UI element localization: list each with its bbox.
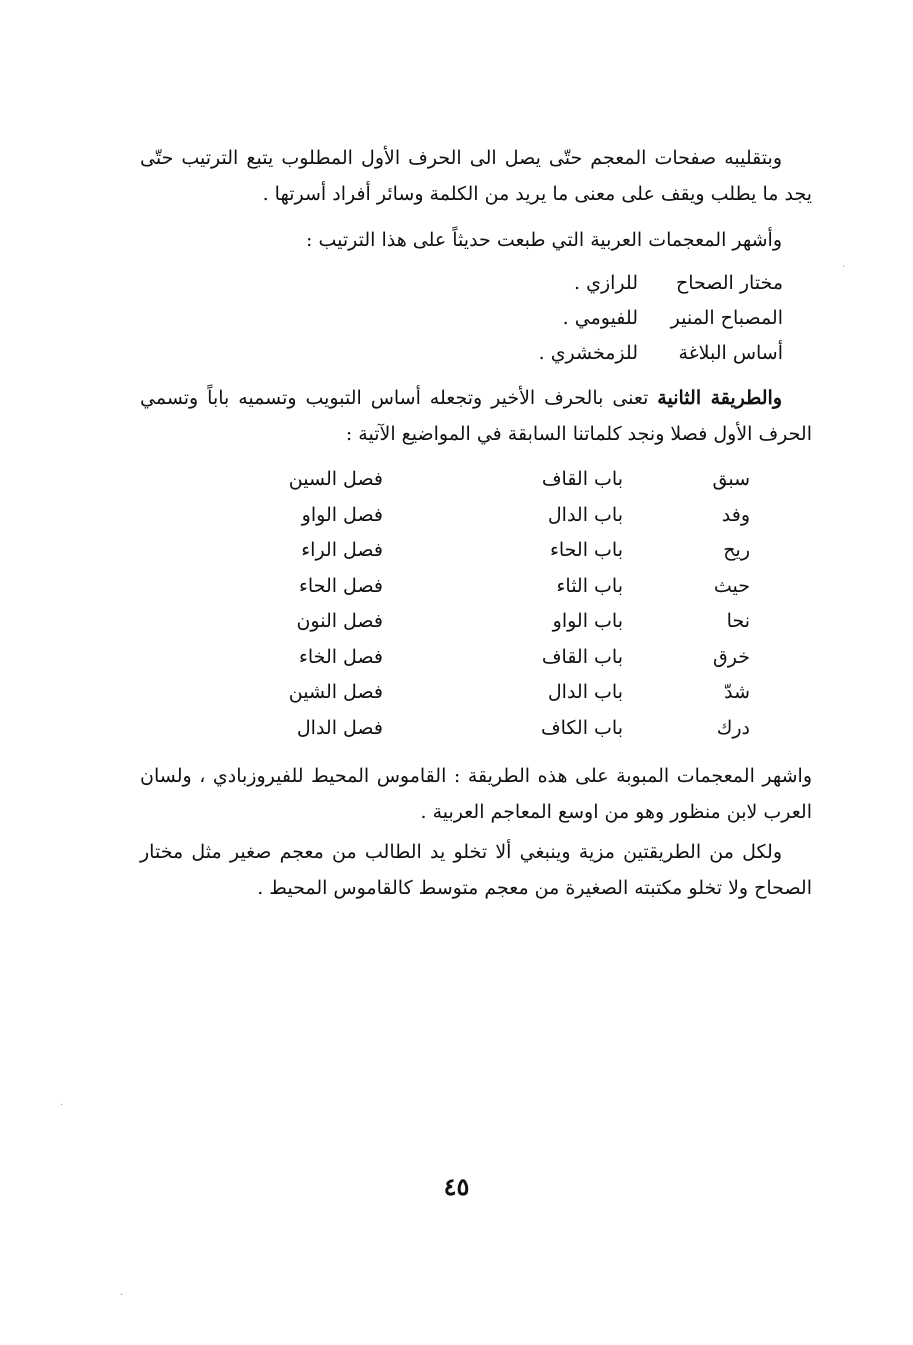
- word-cell: شدّ: [724, 681, 750, 703]
- paragraph-4-text: واشهر المعجمات المبوبة على هذه الطريقة : القاموس المحيط للفيروزبادي ، ولسان العرب لابن منظور وهو من اوسع المعاجم العربية .: [140, 765, 812, 823]
- dictionary-title: مختار الصحاح: [675, 272, 783, 294]
- fasl-cell: فصل الدال: [296, 716, 383, 739]
- bab-cell: باب الواو: [552, 610, 623, 632]
- word-table: [0, 462, 913, 746]
- table-row: [0, 711, 913, 747]
- fasl-cell: فصل الراء: [301, 539, 383, 561]
- table-row: [0, 462, 913, 498]
- paragraph-2-text: وأشهر المعجمات العربية التي طبعت حديثاً على هذا الترتيب :: [306, 229, 782, 251]
- scan-speck: ·: [842, 262, 846, 273]
- paragraph-5: [140, 834, 812, 906]
- list-item: [483, 266, 783, 301]
- word-cell: درك: [716, 716, 750, 739]
- fasl-cell: فصل الشين: [288, 681, 383, 703]
- table-row: [0, 569, 913, 605]
- paragraph-4: [140, 758, 812, 830]
- paragraph-1: [140, 140, 812, 212]
- fasl-cell: فصل الخاء: [298, 645, 383, 668]
- list-item: [483, 336, 783, 371]
- word-cell: وفد: [721, 503, 750, 526]
- paragraph-1-text: وبتقليبه صفحات المعجم حتّى يصل الى الحرف الأول المطلوب يتبع الترتيب حتّى يجد ما يطلب ويقف على معنى ما يريد من الكلمة وسائر أفراد أسرتها .: [140, 147, 812, 205]
- word-cell: ريح: [723, 539, 750, 561]
- paragraph-3-lead: والطريقة الثانية: [657, 387, 782, 409]
- word-cell: سبق: [712, 468, 750, 490]
- paragraph-3: [140, 380, 812, 452]
- bab-cell: باب الحاء: [549, 539, 623, 561]
- list-item: [483, 301, 783, 336]
- paragraph-3-text: تعنى بالحرف الأخير وتجعله أساس التبويب وتسميه باباً وتسمي الحرف الأول فصلا ونجد كلماتنا السابقة في المواضيع الآتية :: [140, 387, 812, 445]
- table-row: [0, 604, 913, 640]
- table-row: [0, 675, 913, 711]
- fasl-cell: فصل النون: [296, 610, 383, 632]
- bab-cell: باب الكاف: [540, 716, 623, 739]
- bab-cell: باب الثاء: [556, 574, 623, 597]
- dictionary-author: للفيومي .: [562, 307, 638, 329]
- bab-cell: باب القاف: [541, 645, 623, 668]
- table-row: [0, 533, 913, 569]
- table-row: [0, 498, 913, 534]
- bab-cell: باب الدال: [547, 681, 623, 703]
- table-row: [0, 640, 913, 676]
- scan-speck: ·: [120, 1290, 124, 1301]
- dictionary-author: للزمخشري .: [538, 342, 638, 364]
- bab-cell: باب القاف: [541, 468, 623, 490]
- dictionary-author: للرازي .: [574, 272, 638, 294]
- word-cell: خرق: [713, 645, 750, 668]
- fasl-cell: فصل الواو: [301, 503, 383, 526]
- page-number: ٤٥: [443, 1172, 470, 1201]
- dictionary-title: أساس البلاغة: [678, 342, 783, 364]
- fasl-cell: فصل الحاء: [298, 574, 383, 597]
- fasl-cell: فصل السين: [288, 468, 383, 490]
- bab-cell: باب الدال: [547, 503, 623, 526]
- paragraph-5-text: ولكل من الطريقتين مزية وينبغي ألا تخلو يد الطالب من معجم صغير مثل مختار الصحاح ولا تخلو مكتبته الصغيرة من معجم متوسط كالقاموس المحيط .: [140, 841, 812, 899]
- paragraph-2: [140, 222, 812, 258]
- dictionary-title: المصباح المنير: [670, 307, 783, 329]
- dictionary-list: [483, 266, 783, 371]
- scan-speck: ·: [60, 1100, 64, 1111]
- word-cell: حيث: [713, 574, 750, 597]
- word-cell: نحا: [726, 610, 750, 632]
